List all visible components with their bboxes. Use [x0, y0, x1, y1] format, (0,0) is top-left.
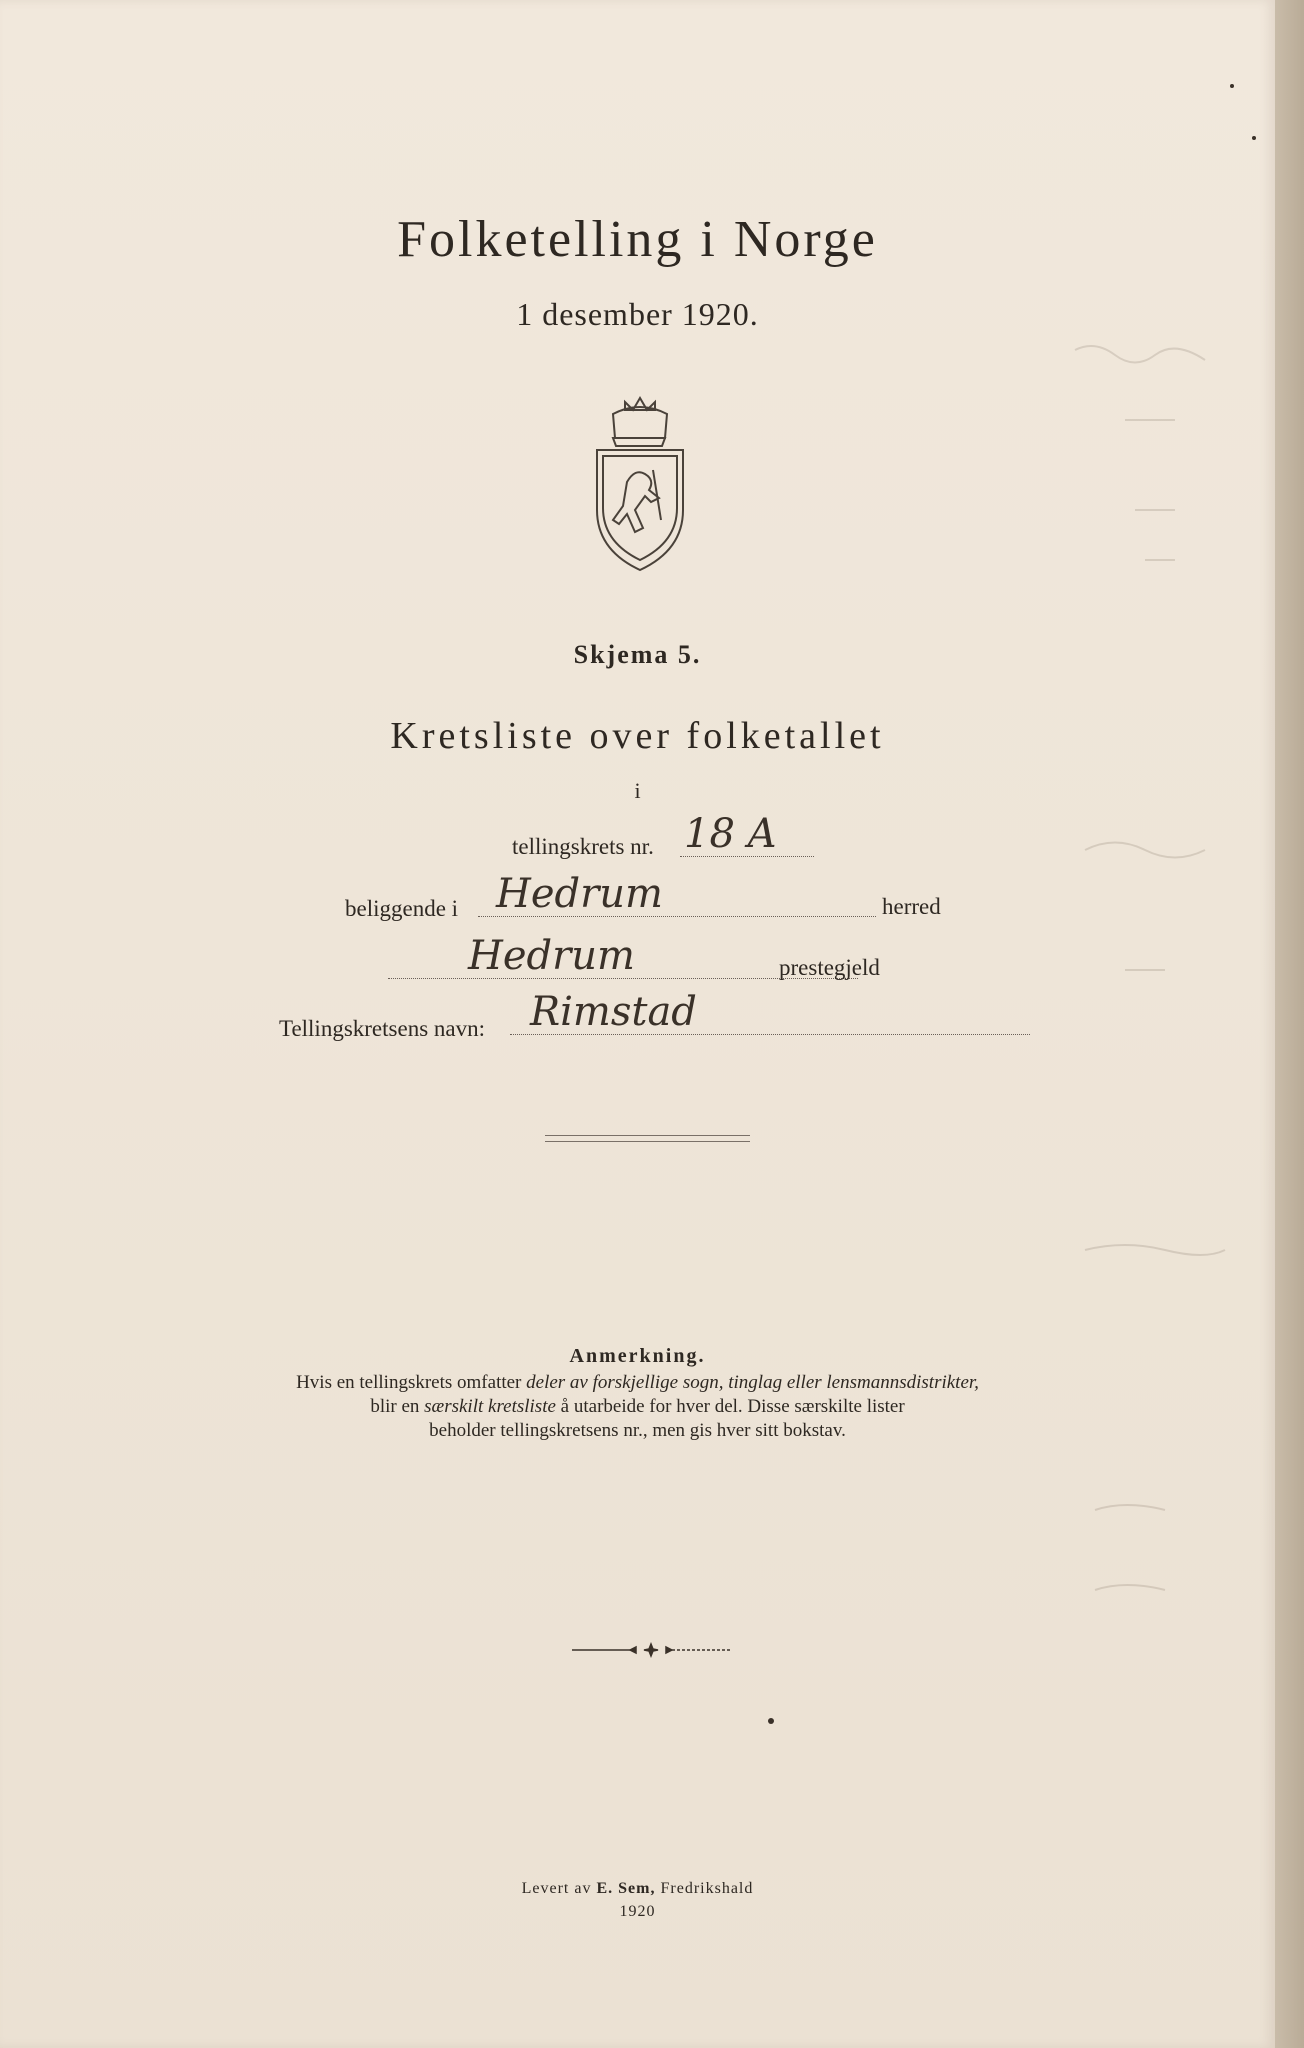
form-heading: Kretsliste over folketallet — [390, 715, 885, 757]
note-line-1 — [0, 1372, 1275, 1394]
printer-city: Fredrikshald — [655, 1880, 754, 1897]
ink-spot — [1252, 136, 1256, 140]
note-line-1-plain: Hvis en tellingskrets omfatter — [296, 1372, 527, 1393]
ink-spot — [768, 1718, 774, 1724]
district-name-label: Tellingskretsens navn: — [279, 1016, 485, 1041]
connector-text: i — [634, 778, 641, 803]
herred-label: herred — [882, 894, 941, 919]
printer-name: E. Sem, — [596, 1880, 656, 1897]
page-edge — [1275, 0, 1304, 2048]
district-name-field[interactable]: Rimstad — [510, 990, 1030, 1035]
bleed-through-handwriting — [1065, 330, 1235, 1830]
note-line-2-rest: å utarbeide for hver del. Disse særskilte lister — [555, 1396, 905, 1417]
note-title: Anmerkning. — [569, 1345, 706, 1367]
note-line-2 — [0, 1396, 1275, 1418]
form-number: Skjema 5. — [573, 640, 702, 669]
census-date: 1 desember 1920. — [516, 296, 759, 332]
note-line-2-italic: særskilt kretsliste — [424, 1396, 556, 1417]
note-line-2-plain: blir en — [370, 1396, 425, 1417]
district-number-field[interactable]: 18 A — [680, 812, 814, 857]
document-title: Folketelling i Norge — [397, 211, 878, 268]
note-line-1-italic: deler av forskjellige sogn, tinglag eller lensmannsdistrikter, — [526, 1372, 979, 1393]
printer-credit — [0, 1880, 1275, 1898]
parish-field[interactable]: Hedrum — [388, 934, 858, 979]
star-ornament-divider — [572, 1642, 730, 1658]
note-line-3: beholder tellingskretsens nr., men gis hver sitt bokstav. — [429, 1420, 846, 1441]
divider-rule — [545, 1135, 750, 1136]
district-number-label: tellingskrets nr. — [512, 834, 654, 859]
printer-prefix: Levert av — [521, 1880, 597, 1897]
divider-rule — [545, 1141, 750, 1142]
municipality-field[interactable]: Hedrum — [478, 872, 876, 917]
norwegian-coat-of-arms-icon — [587, 392, 692, 572]
located-in-label: beliggende i — [345, 896, 459, 921]
parish-label: prestegjeld — [779, 955, 880, 980]
ink-spot — [1230, 84, 1234, 88]
print-year: 1920 — [619, 1903, 656, 1920]
